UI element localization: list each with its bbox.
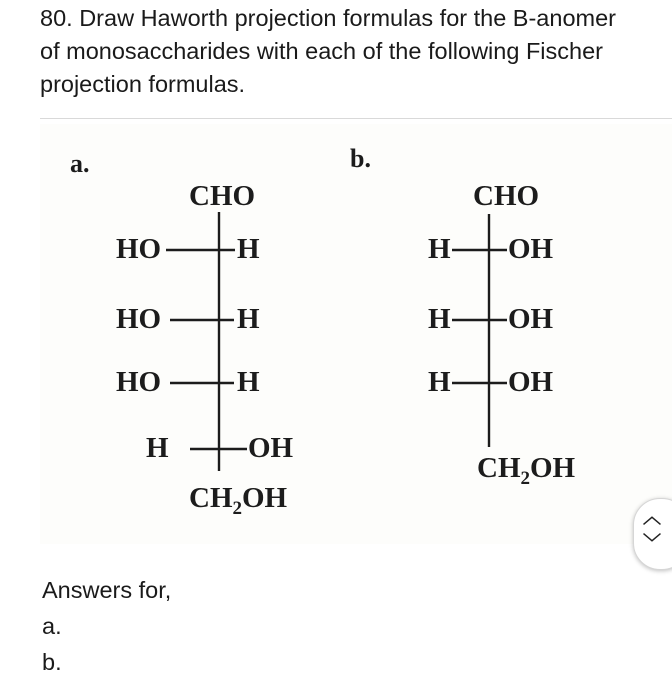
- part-b-row-3-right: OH: [508, 366, 554, 398]
- answer-a-label: a.: [42, 613, 62, 639]
- part-a-row-4-left: H: [146, 432, 169, 464]
- part-b-label: b.: [350, 144, 371, 173]
- part-a-label: a.: [70, 149, 90, 178]
- answers-heading: Answers for,: [42, 577, 172, 603]
- chevron-up-icon[interactable]: ︿: [643, 507, 661, 528]
- part-b-row-3-left: H: [428, 366, 451, 398]
- part-a-row-2-left: HO: [116, 303, 162, 335]
- part-a-bottom-ch: CH: [189, 482, 233, 514]
- image-pager-control[interactable]: [633, 498, 672, 570]
- answers-section: [42, 572, 171, 680]
- part-a-row-1-left: HO: [116, 233, 162, 265]
- question-text: 80. Draw Haworth projection formulas for the B-anomer of monosaccharides with each of the following Fischer projection formulas.: [40, 5, 616, 97]
- chevron-down-icon[interactable]: ﹀: [643, 533, 661, 554]
- part-a-row-3-left: HO: [116, 366, 162, 398]
- part-b-bottom-ch: CH: [477, 452, 521, 484]
- divider: [40, 118, 672, 119]
- part-b-row-1-left: H: [428, 233, 451, 265]
- part-a-bottom-sub: 2: [232, 497, 242, 519]
- part-a-row-1-right: H: [237, 233, 260, 265]
- part-a-bottom-oh: OH: [242, 482, 288, 514]
- part-b-bottom-sub: 2: [520, 467, 530, 489]
- part-a-row-4-right: OH: [248, 432, 294, 464]
- fischer-projection-image: [40, 124, 672, 544]
- part-b-bottom-oh: OH: [530, 452, 576, 484]
- part-b-top-group: CHO: [473, 180, 540, 212]
- part-b-row-2-left: H: [428, 303, 451, 335]
- part-b-bottom-group: [477, 454, 575, 493]
- part-a-top-group: CHO: [189, 180, 256, 212]
- part-a-bottom-group: [189, 484, 287, 523]
- part-b-row-1-right: OH: [508, 233, 554, 265]
- part-a-row-3-right: H: [237, 366, 260, 398]
- part-a-row-2-right: H: [237, 303, 260, 335]
- part-b-row-2-right: OH: [508, 303, 554, 335]
- answer-b-label: b.: [42, 649, 62, 675]
